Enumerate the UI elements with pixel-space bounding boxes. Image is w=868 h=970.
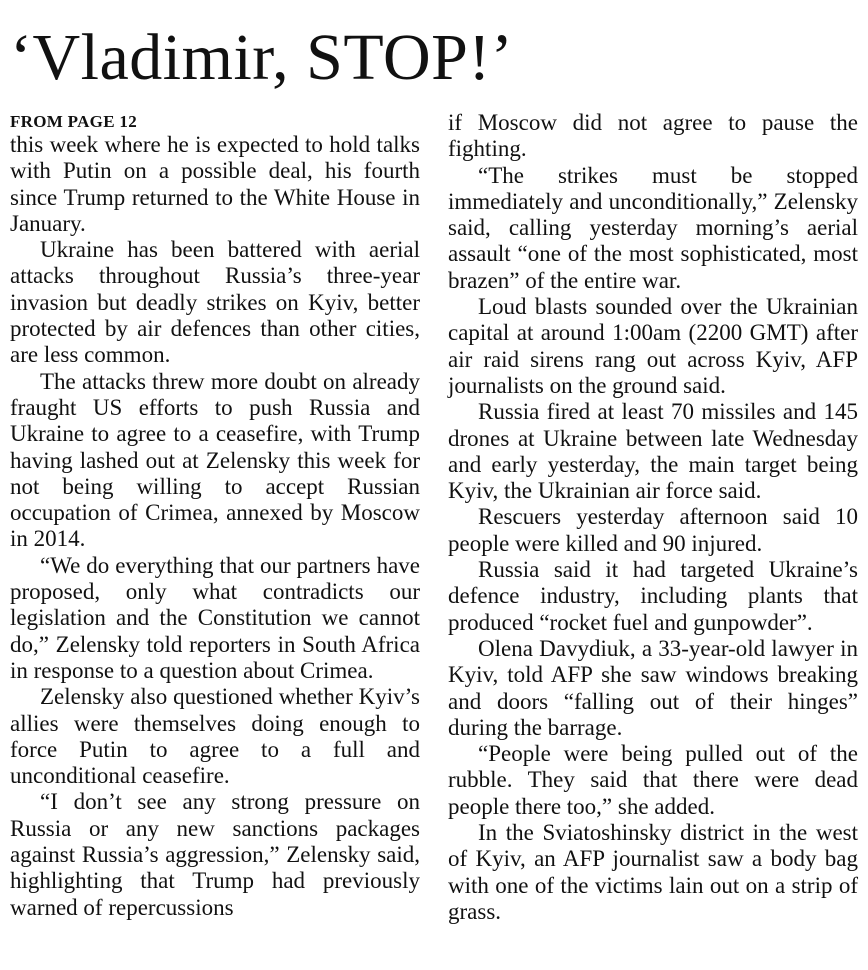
article-column-right bbox=[448, 110, 858, 925]
paragraph: The attacks threw more doubt on already fraught US efforts to push Russia and Ukraine to agree to a ceasefire, with Trump having lashed out at Zelensky this week for not being willing to accept Russian occupation of Crimea, annexed by Moscow in 2014. bbox=[10, 368, 420, 552]
paragraph: “The strikes must be stopped immediately and unconditionally,” Zelensky said, calling yesterday morning’s aerial assault “one of the most sophisticated, most brazen” of the entire war. bbox=[448, 162, 858, 293]
article-column-left bbox=[10, 112, 420, 921]
headline: ‘Vladimir, STOP!’ bbox=[10, 21, 514, 94]
paragraph: Zelensky also questioned whether Kyiv’s allies were themselves doing enough to force Putin to agree to a full and unconditional ceasefire. bbox=[10, 684, 420, 789]
paragraph: “I don’t see any strong pressure on Russia or any new sanctions packages against Russia’s aggression,” Zelensky said, highlighting that Trump had previously warned of repercussions bbox=[10, 789, 420, 920]
paragraph: Russia fired at least 70 missiles and 145 drones at Ukraine between late Wednesday and early yesterday, the main target being Kyiv, the Ukrainian air force said. bbox=[448, 399, 858, 504]
paragraph: Loud blasts sounded over the Ukrainian capital at around 1:00am (2200 GMT) after air raid sirens rang out across Kyiv, AFP journalists on the ground said. bbox=[448, 294, 858, 398]
paragraph: In the Sviatoshinsky district in the west of Kyiv, an AFP journalist saw a body bag with one of the victims lain out on a strip of grass. bbox=[448, 820, 858, 924]
paragraph: Olena Davydiuk, a 33-year-old lawyer in Kyiv, told AFP she saw windows breaking and doors “falling out of their hinges” during the barrage. bbox=[448, 635, 858, 740]
paragraph: if Moscow did not agree to pause the fighting. bbox=[448, 110, 858, 162]
paragraph: Ukraine has been battered with aerial attacks throughout Russia’s three-year invasion but deadly strikes on Kyiv, better protected by air defences than other cities, are less common. bbox=[10, 237, 420, 368]
paragraph: Rescuers yesterday afternoon said 10 people were killed and 90 injured. bbox=[448, 504, 858, 556]
paragraph: “We do everything that our partners have proposed, only what contradicts our legislation and the Constitution we cannot do,” Zelensky told reporters in South Africa in response to a question about Crimea. bbox=[10, 552, 420, 683]
continuation-kicker: FROM PAGE 12 bbox=[10, 112, 137, 131]
paragraph: “People were being pulled out of the rubble. They said that there were dead people there too,” she added. bbox=[448, 741, 858, 819]
paragraph: this week where he is expected to hold talks with Putin on a possible deal, his fourth since Trump returned to the White House in January. bbox=[10, 132, 420, 236]
paragraph: Russia said it had targeted Ukraine’s defence industry, including plants that produced “rocket fuel and gunpowder”. bbox=[448, 557, 858, 635]
